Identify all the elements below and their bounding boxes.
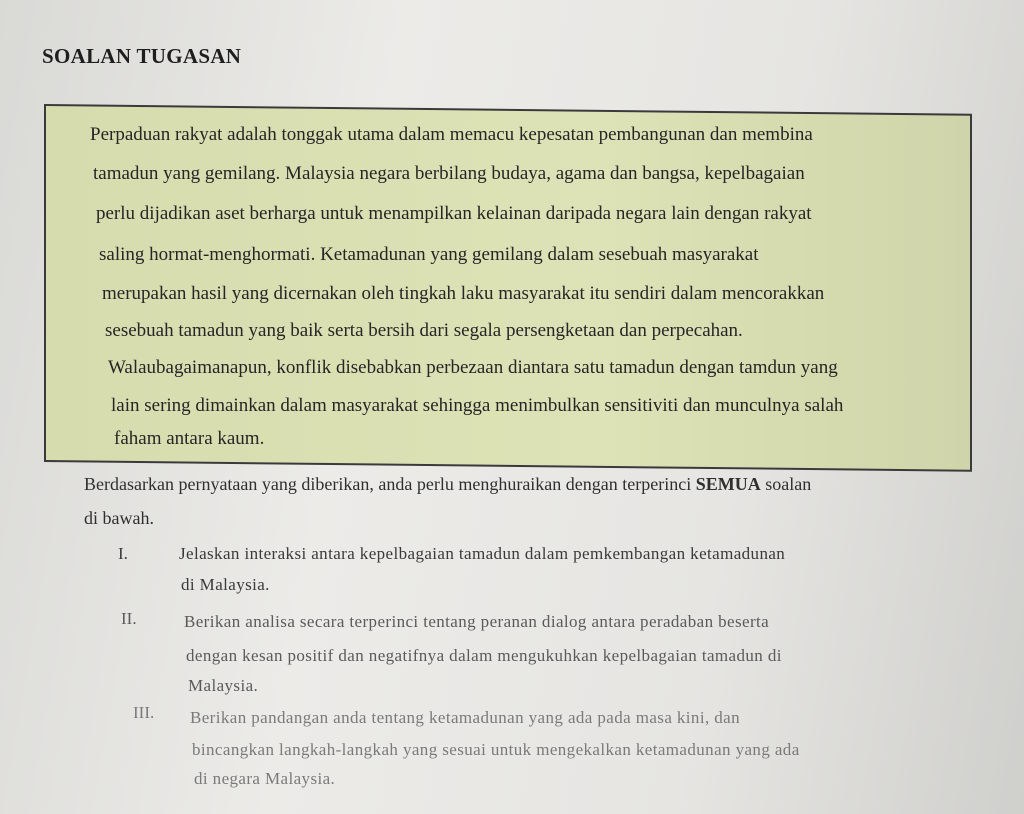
question-line: Berikan pandangan anda tentang ketamadunan yang ada pada masa kini, dan [190,708,741,727]
question-number: I. [118,544,128,563]
passage-line: merupakan hasil yang dicernakan oleh tingkah laku masyarakat itu sendiri dalam mencorakkan [102,283,825,304]
passage-line: Walaubagaimanapun, konflik disebabkan perbezaan diantara satu tamadun dengan tamdun yang [108,357,838,378]
question-number: II. [121,609,137,628]
question-line: bincangkan langkah-langkah yang sesuai untuk mengekalkan ketamadunan yang ada [192,740,800,759]
passage-line: sesebuah tamadun yang baik serta bersih dari segala persengketaan dan perpecahan. [105,320,743,341]
passage-line: saling hormat-menghormati. Ketamadunan yang gemilang dalam sesebuah masyarakat [99,244,759,265]
passage-line: Perpaduan rakyat adalah tonggak utama dalam memacu kepesatan pembangunan dan membina [90,124,813,145]
instruction-after: soalan [760,474,812,494]
page-title: SOALAN TUGASAN [42,44,242,68]
question-line: Malaysia. [188,676,259,695]
question-line: Jelaskan interaksi antara kepelbagaian tamadun dalam pemkembangan ketamadunan [179,544,786,563]
question-line: di Malaysia. [181,575,270,594]
question-line: di negara Malaysia. [194,769,336,788]
question-number: III. [133,703,155,722]
passage-line: perlu dijadikan aset berharga untuk menampilkan kelainan daripada negara lain dengan rakyat [96,203,812,224]
question-line: Berikan analisa secara terperinci tentang peranan dialog antara peradaban beserta [184,612,770,631]
passage-line: faham antara kaum. [114,428,265,449]
instruction-before: Berdasarkan pernyataan yang diberikan, anda perlu menghuraikan dengan terperinci [84,474,696,494]
instruction-text-line2: di bawah. [84,508,154,528]
passage-line: lain sering dimainkan dalam masyarakat sehingga menimbulkan sensitiviti dan munculnya salah [111,395,844,416]
instruction-emphasis: SEMUA [695,474,761,494]
instruction-text [84,474,811,495]
passage-line: tamadun yang gemilang. Malaysia negara berbilang budaya, agama dan bangsa, kepelbagaian [93,163,805,184]
question-line: dengan kesan positif dan negatifnya dalam mengukuhkan kepelbagaian tamadun di [186,646,782,665]
